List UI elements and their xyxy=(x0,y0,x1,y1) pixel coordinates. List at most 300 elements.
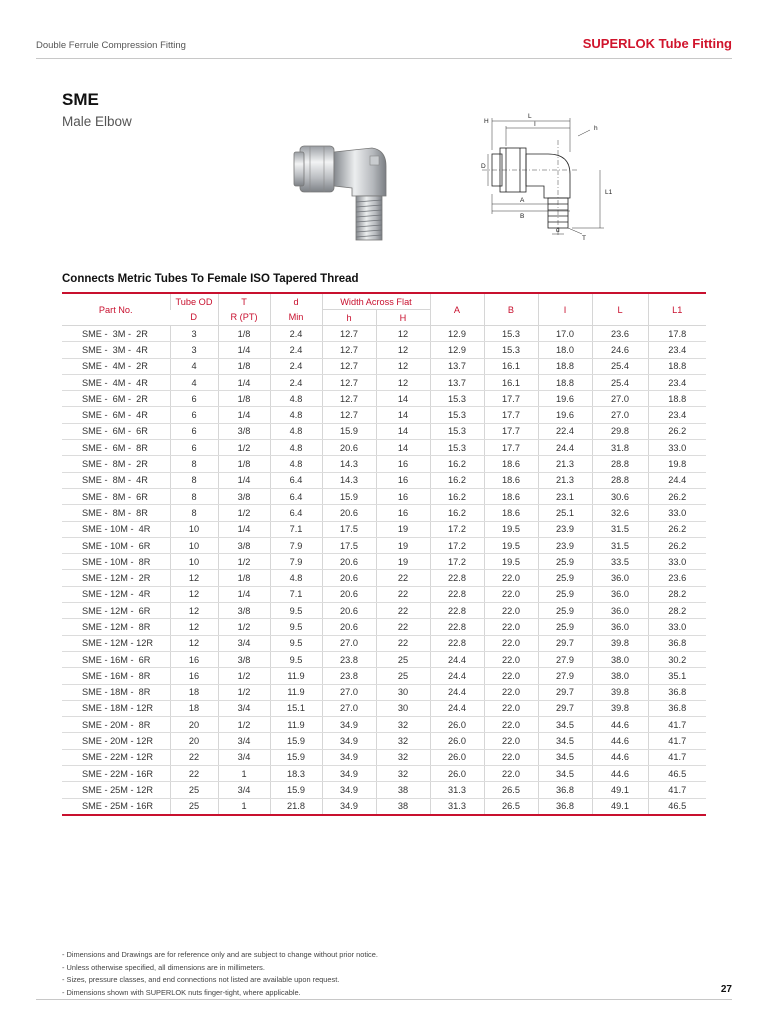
spec-table-body xyxy=(62,326,706,815)
table-cell: 46.5 xyxy=(648,766,706,782)
table-cell: 31.3 xyxy=(430,798,484,815)
table-row xyxy=(62,586,706,602)
dim-label-B: B xyxy=(520,213,525,220)
table-cell: 17.0 xyxy=(538,326,592,342)
table-cell: 34.9 xyxy=(322,782,376,798)
table-cell: 12 xyxy=(376,374,430,390)
table-cell: 3/8 xyxy=(218,423,270,439)
table-cell: 15.3 xyxy=(430,407,484,423)
table-cell: 15.3 xyxy=(484,342,538,358)
col-subheader-waf-h-small: h xyxy=(322,310,376,326)
table-cell: 28.8 xyxy=(592,472,648,488)
table-cell: 44.6 xyxy=(592,717,648,733)
table-cell: 22.0 xyxy=(484,700,538,716)
table-cell: 17.7 xyxy=(484,423,538,439)
header-divider xyxy=(36,58,732,59)
table-cell: 41.7 xyxy=(648,733,706,749)
table-cell: 1/2 xyxy=(218,668,270,684)
table-cell: 30.2 xyxy=(648,651,706,667)
table-cell: 15.3 xyxy=(430,440,484,456)
table-cell: 3/8 xyxy=(218,651,270,667)
table-cell: 2.4 xyxy=(270,342,322,358)
table-row xyxy=(62,603,706,619)
table-cell: 20.6 xyxy=(322,603,376,619)
table-cell: 22.0 xyxy=(484,603,538,619)
table-cell: 16 xyxy=(170,651,218,667)
table-cell: 13.7 xyxy=(430,358,484,374)
table-cell: 1/2 xyxy=(218,684,270,700)
table-row xyxy=(62,358,706,374)
table-cell: 31.5 xyxy=(592,537,648,553)
table-cell: 22.0 xyxy=(484,766,538,782)
table-cell: 10 xyxy=(170,537,218,553)
table-row xyxy=(62,668,706,684)
table-cell: 1/4 xyxy=(218,374,270,390)
table-cell: 12 xyxy=(376,358,430,374)
table-cell: 1/4 xyxy=(218,407,270,423)
table-cell: 4.8 xyxy=(270,570,322,586)
table-cell: 39.8 xyxy=(592,700,648,716)
table-cell: 20 xyxy=(170,717,218,733)
table-row xyxy=(62,554,706,570)
part-number-cell: SME - 12M - 8R xyxy=(62,619,170,635)
table-cell: 22.0 xyxy=(484,749,538,765)
table-cell: 23.4 xyxy=(648,374,706,390)
part-number-cell: SME - 4M - 2R xyxy=(62,358,170,374)
table-cell: 14 xyxy=(376,423,430,439)
table-cell: 18 xyxy=(170,700,218,716)
table-cell: 3/8 xyxy=(218,537,270,553)
table-cell: 18.8 xyxy=(648,358,706,374)
table-cell: 49.1 xyxy=(592,798,648,815)
table-cell: 22.8 xyxy=(430,619,484,635)
part-number-cell: SME - 20M - 12R xyxy=(62,733,170,749)
part-number-cell: SME - 6M - 8R xyxy=(62,440,170,456)
table-cell: 8 xyxy=(170,456,218,472)
table-cell: 22 xyxy=(376,570,430,586)
table-cell: 6.4 xyxy=(270,488,322,504)
table-cell: 6 xyxy=(170,440,218,456)
table-cell: 22.4 xyxy=(538,423,592,439)
table-cell: 33.0 xyxy=(648,619,706,635)
table-cell: 16.1 xyxy=(484,358,538,374)
table-cell: 39.8 xyxy=(592,684,648,700)
table-cell: 15.9 xyxy=(270,733,322,749)
table-cell: 23.8 xyxy=(322,651,376,667)
table-row xyxy=(62,570,706,586)
product-code: SME xyxy=(62,90,99,109)
table-cell: 3 xyxy=(170,342,218,358)
table-cell: 1/2 xyxy=(218,505,270,521)
table-row xyxy=(62,782,706,798)
table-cell: 24.4 xyxy=(430,684,484,700)
table-cell: 1/2 xyxy=(218,554,270,570)
table-cell: 22.0 xyxy=(484,717,538,733)
table-cell: 36.0 xyxy=(592,619,648,635)
table-cell: 18.8 xyxy=(648,391,706,407)
table-cell: 25.9 xyxy=(538,603,592,619)
table-cell: 28.2 xyxy=(648,586,706,602)
table-cell: 12.7 xyxy=(322,374,376,390)
part-number-cell: SME - 25M - 16R xyxy=(62,798,170,815)
table-cell: 20.6 xyxy=(322,619,376,635)
table-cell: 25.9 xyxy=(538,586,592,602)
table-cell: 36.8 xyxy=(538,798,592,815)
table-row xyxy=(62,440,706,456)
part-number-cell: SME - 12M - 4R xyxy=(62,586,170,602)
table-cell: 22.0 xyxy=(484,668,538,684)
table-cell: 22.0 xyxy=(484,651,538,667)
table-cell: 29.7 xyxy=(538,684,592,700)
table-row xyxy=(62,342,706,358)
table-cell: 14 xyxy=(376,407,430,423)
table-cell: 4 xyxy=(170,374,218,390)
table-cell: 20.6 xyxy=(322,440,376,456)
table-cell: 33.0 xyxy=(648,554,706,570)
table-cell: 15.3 xyxy=(430,391,484,407)
table-cell: 23.8 xyxy=(322,668,376,684)
table-cell: 34.5 xyxy=(538,766,592,782)
part-number-cell: SME - 8M - 4R xyxy=(62,472,170,488)
table-cell: 26.2 xyxy=(648,521,706,537)
table-cell: 21.3 xyxy=(538,472,592,488)
table-cell: 16 xyxy=(170,668,218,684)
table-cell: 16 xyxy=(376,488,430,504)
table-cell: 36.8 xyxy=(648,684,706,700)
document-category: Double Ferrule Compression Fitting xyxy=(36,40,186,51)
part-number-cell: SME - 3M - 4R xyxy=(62,342,170,358)
table-cell: 22.8 xyxy=(430,586,484,602)
table-cell: 3/4 xyxy=(218,733,270,749)
table-cell: 27.0 xyxy=(322,700,376,716)
table-cell: 26.0 xyxy=(430,766,484,782)
table-cell: 19 xyxy=(376,521,430,537)
table-cell: 34.9 xyxy=(322,733,376,749)
table-cell: 15.1 xyxy=(270,700,322,716)
table-row xyxy=(62,635,706,651)
table-cell: 22.0 xyxy=(484,635,538,651)
table-cell: 36.0 xyxy=(592,586,648,602)
table-row xyxy=(62,472,706,488)
table-cell: 21.8 xyxy=(270,798,322,815)
table-row xyxy=(62,537,706,553)
table-cell: 19 xyxy=(376,554,430,570)
col-header-a: A xyxy=(430,293,484,326)
table-row xyxy=(62,766,706,782)
table-cell: 1/2 xyxy=(218,619,270,635)
table-cell: 29.8 xyxy=(592,423,648,439)
table-cell: 24.4 xyxy=(430,668,484,684)
footnote: - Dimensions shown with SUPERLOK nuts finger-tight, where applicable. xyxy=(62,988,301,998)
table-cell: 19.5 xyxy=(484,554,538,570)
table-cell: 12.9 xyxy=(430,326,484,342)
table-row xyxy=(62,391,706,407)
col-subheader-waf-h-large: H xyxy=(376,310,430,326)
col-subheader-t: R (PT) xyxy=(218,310,270,326)
table-cell: 4.8 xyxy=(270,407,322,423)
table-cell: 6 xyxy=(170,391,218,407)
table-cell: 34.5 xyxy=(538,749,592,765)
dim-label-L: L xyxy=(528,113,532,120)
part-number-cell: SME - 3M - 2R xyxy=(62,326,170,342)
table-cell: 2.4 xyxy=(270,326,322,342)
table-cell: 27.0 xyxy=(592,391,648,407)
table-cell: 27.9 xyxy=(538,651,592,667)
table-cell: 6 xyxy=(170,423,218,439)
table-cell: 29.7 xyxy=(538,700,592,716)
page-number: 27 xyxy=(720,984,732,995)
col-subheader-d: Min xyxy=(270,310,322,326)
table-cell: 34.9 xyxy=(322,798,376,815)
table-cell: 19.8 xyxy=(648,456,706,472)
table-cell: 32.6 xyxy=(592,505,648,521)
table-cell: 25 xyxy=(376,651,430,667)
brand-title: SUPERLOK Tube Fitting xyxy=(582,36,732,51)
table-cell: 26.5 xyxy=(484,798,538,815)
table-cell: 3/4 xyxy=(218,749,270,765)
footnote: - Dimensions and Drawings are for reference only and are subject to change without prior notice. xyxy=(62,950,378,959)
table-cell: 23.1 xyxy=(538,488,592,504)
table-cell: 18.6 xyxy=(484,472,538,488)
part-number-cell: SME - 16M - 6R xyxy=(62,651,170,667)
table-cell: 1 xyxy=(218,766,270,782)
table-cell: 34.9 xyxy=(322,766,376,782)
table-cell: 7.1 xyxy=(270,521,322,537)
table-cell: 12.7 xyxy=(322,358,376,374)
table-cell: 25 xyxy=(170,782,218,798)
table-cell: 12.7 xyxy=(322,407,376,423)
table-cell: 31.3 xyxy=(430,782,484,798)
table-cell: 30 xyxy=(376,684,430,700)
table-cell: 22.8 xyxy=(430,603,484,619)
dim-label-L1: L1 xyxy=(605,189,613,196)
table-cell: 12.7 xyxy=(322,326,376,342)
col-header-l1: L1 xyxy=(648,293,706,326)
table-cell: 21.3 xyxy=(538,456,592,472)
table-cell: 44.6 xyxy=(592,766,648,782)
part-number-cell: SME - 10M - 4R xyxy=(62,521,170,537)
table-cell: 38 xyxy=(376,798,430,815)
table-cell: 17.2 xyxy=(430,537,484,553)
table-cell: 22.0 xyxy=(484,586,538,602)
table-cell: 30.6 xyxy=(592,488,648,504)
table-cell: 26.0 xyxy=(430,733,484,749)
part-number-cell: SME - 8M - 6R xyxy=(62,488,170,504)
table-cell: 8 xyxy=(170,472,218,488)
table-cell: 39.8 xyxy=(592,635,648,651)
table-cell: 11.9 xyxy=(270,717,322,733)
table-cell: 27.0 xyxy=(592,407,648,423)
table-cell: 34.9 xyxy=(322,749,376,765)
col-subheader-tube-od: D xyxy=(170,310,218,326)
table-cell: 46.5 xyxy=(648,798,706,815)
table-cell: 22 xyxy=(376,635,430,651)
part-number-cell: SME - 4M - 4R xyxy=(62,374,170,390)
table-cell: 12 xyxy=(170,570,218,586)
table-cell: 1/8 xyxy=(218,326,270,342)
table-row xyxy=(62,619,706,635)
table-cell: 41.7 xyxy=(648,782,706,798)
table-cell: 17.7 xyxy=(484,407,538,423)
table-cell: 6.4 xyxy=(270,472,322,488)
table-cell: 22 xyxy=(170,749,218,765)
table-cell: 12.9 xyxy=(430,342,484,358)
footnote: - Unless otherwise specified, all dimensions are in millimeters. xyxy=(62,962,265,972)
part-number-cell: SME - 16M - 8R xyxy=(62,668,170,684)
table-cell: 11.9 xyxy=(270,684,322,700)
table-cell: 38 xyxy=(376,782,430,798)
table-cell: 25 xyxy=(170,798,218,815)
table-cell: 26.5 xyxy=(484,782,538,798)
section-title: Connects Metric Tubes To Female ISO Tapered Thread xyxy=(62,273,359,285)
table-cell: 41.7 xyxy=(648,717,706,733)
table-cell: 4.8 xyxy=(270,440,322,456)
table-row xyxy=(62,407,706,423)
table-cell: 3/8 xyxy=(218,488,270,504)
table-cell: 22 xyxy=(170,766,218,782)
table-cell: 14.3 xyxy=(322,472,376,488)
table-cell: 14.3 xyxy=(322,456,376,472)
table-cell: 12 xyxy=(170,603,218,619)
part-number-cell: SME - 6M - 4R xyxy=(62,407,170,423)
table-cell: 12 xyxy=(170,619,218,635)
col-header-i: I xyxy=(538,293,592,326)
table-cell: 1/8 xyxy=(218,456,270,472)
part-number-cell: SME - 12M - 6R xyxy=(62,603,170,619)
table-row xyxy=(62,423,706,439)
table-cell: 22 xyxy=(376,619,430,635)
table-cell: 25.1 xyxy=(538,505,592,521)
table-cell: 24.4 xyxy=(430,651,484,667)
table-cell: 31.8 xyxy=(592,440,648,456)
table-cell: 16.2 xyxy=(430,472,484,488)
table-cell: 1/8 xyxy=(218,391,270,407)
table-cell: 16 xyxy=(376,456,430,472)
table-cell: 18.8 xyxy=(538,358,592,374)
table-cell: 16.2 xyxy=(430,488,484,504)
table-cell: 34.5 xyxy=(538,733,592,749)
table-cell: 18.3 xyxy=(270,766,322,782)
table-cell: 23.4 xyxy=(648,342,706,358)
table-cell: 15.3 xyxy=(430,423,484,439)
table-cell: 23.6 xyxy=(592,326,648,342)
table-cell: 1 xyxy=(218,798,270,815)
table-row xyxy=(62,684,706,700)
part-number-cell: SME - 22M - 16R xyxy=(62,766,170,782)
table-cell: 18.0 xyxy=(538,342,592,358)
table-cell: 20.6 xyxy=(322,505,376,521)
table-cell: 33.5 xyxy=(592,554,648,570)
table-cell: 32 xyxy=(376,717,430,733)
spec-table xyxy=(62,292,706,816)
part-number-cell: SME - 18M - 12R xyxy=(62,700,170,716)
col-header-tube-od: Tube OD xyxy=(170,293,218,310)
table-cell: 3/4 xyxy=(218,635,270,651)
table-cell: 12.7 xyxy=(322,391,376,407)
dim-label-I: I xyxy=(534,121,536,128)
table-cell: 22.0 xyxy=(484,570,538,586)
product-photo xyxy=(290,130,396,242)
table-cell: 22.0 xyxy=(484,733,538,749)
table-cell: 27.0 xyxy=(322,684,376,700)
table-cell: 36.0 xyxy=(592,570,648,586)
table-cell: 19.6 xyxy=(538,407,592,423)
table-cell: 8 xyxy=(170,505,218,521)
dim-label-D: D xyxy=(481,163,486,170)
table-cell: 24.4 xyxy=(648,472,706,488)
col-header-width-across-flat: Width Across Flat xyxy=(322,293,430,310)
table-cell: 34.9 xyxy=(322,717,376,733)
table-cell: 25.4 xyxy=(592,374,648,390)
table-cell: 18.8 xyxy=(538,374,592,390)
table-cell: 17.7 xyxy=(484,391,538,407)
table-cell: 1/2 xyxy=(218,717,270,733)
table-cell: 23.6 xyxy=(648,570,706,586)
table-cell: 17.2 xyxy=(430,521,484,537)
table-cell: 16.1 xyxy=(484,374,538,390)
table-row xyxy=(62,326,706,342)
table-cell: 20 xyxy=(170,733,218,749)
part-number-cell: SME - 6M - 2R xyxy=(62,391,170,407)
table-cell: 3/4 xyxy=(218,700,270,716)
table-cell: 25.9 xyxy=(538,619,592,635)
table-cell: 26.0 xyxy=(430,717,484,733)
table-cell: 17.8 xyxy=(648,326,706,342)
table-row xyxy=(62,651,706,667)
table-cell: 17.5 xyxy=(322,521,376,537)
table-cell: 49.1 xyxy=(592,782,648,798)
table-cell: 38.0 xyxy=(592,651,648,667)
table-cell: 6 xyxy=(170,407,218,423)
part-number-cell: SME - 18M - 8R xyxy=(62,684,170,700)
table-cell: 31.5 xyxy=(592,521,648,537)
table-cell: 12 xyxy=(170,586,218,602)
table-cell: 34.5 xyxy=(538,717,592,733)
table-row xyxy=(62,521,706,537)
table-cell: 29.7 xyxy=(538,635,592,651)
table-cell: 22.8 xyxy=(430,570,484,586)
table-cell: 14 xyxy=(376,440,430,456)
table-cell: 12 xyxy=(170,635,218,651)
table-cell: 20.6 xyxy=(322,570,376,586)
table-cell: 19.6 xyxy=(538,391,592,407)
table-cell: 16.2 xyxy=(430,456,484,472)
part-number-cell: SME - 10M - 8R xyxy=(62,554,170,570)
table-cell: 7.9 xyxy=(270,537,322,553)
table-cell: 2.4 xyxy=(270,374,322,390)
table-cell: 26.2 xyxy=(648,488,706,504)
table-cell: 22 xyxy=(376,586,430,602)
table-cell: 6.4 xyxy=(270,505,322,521)
table-cell: 19.5 xyxy=(484,521,538,537)
table-cell: 25.9 xyxy=(538,570,592,586)
table-cell: 4.8 xyxy=(270,391,322,407)
table-row xyxy=(62,488,706,504)
table-cell: 38.0 xyxy=(592,668,648,684)
table-cell: 17.5 xyxy=(322,537,376,553)
table-cell: 4 xyxy=(170,358,218,374)
table-cell: 26.2 xyxy=(648,423,706,439)
col-header-t: T xyxy=(218,293,270,310)
table-cell: 1/8 xyxy=(218,570,270,586)
col-header-b: B xyxy=(484,293,538,326)
table-cell: 25.4 xyxy=(592,358,648,374)
table-cell: 1/4 xyxy=(218,521,270,537)
col-header-d: d xyxy=(270,293,322,310)
table-cell: 22.8 xyxy=(430,635,484,651)
table-row xyxy=(62,749,706,765)
table-cell: 13.7 xyxy=(430,374,484,390)
